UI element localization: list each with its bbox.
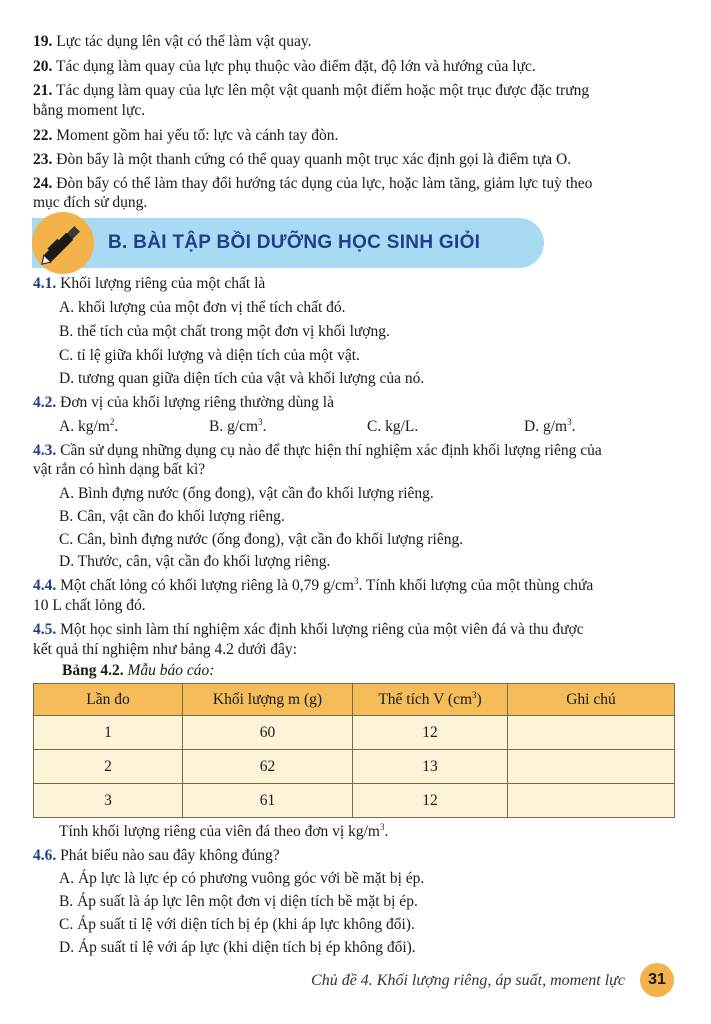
header-lan-do: Lần đo (34, 684, 183, 716)
q41-option-a: A. khối lượng của một đơn vị thể tích chất đó. (59, 299, 346, 316)
q45-cont: kết quả thí nghiệm như bảng 4.2 dưới đây: (33, 641, 297, 658)
pen-icon (32, 212, 94, 274)
table-cell: 12 (353, 784, 508, 818)
table-row (34, 716, 675, 750)
table-cell (508, 784, 675, 818)
q46-option-d: D. Áp suất tỉ lệ với áp lực (khi diện tích bị ép không đổi). (59, 939, 416, 956)
q41-option-d: D. tương quan giữa diện tích của vật và khối lượng của nó. (59, 370, 425, 387)
table-caption: Bảng 4.2. Mẫu báo cáo: (62, 662, 215, 679)
q41-option-c: C. tỉ lệ giữa khối lượng và diện tích của một vật. (59, 347, 360, 364)
q42-option-a: A. $kg/m^2$. (59, 417, 119, 435)
table-cell: 13 (353, 750, 508, 784)
q43-option-a: A. Bình đựng nước (ống đong), vật cần đo khối lượng riêng. (59, 485, 434, 502)
q42-option-c: C. kg/L. (367, 418, 419, 435)
note-24: 24. Đòn bẩy có thể làm thay đổi hướng tác dụng của lực, hoặc làm tăng, giảm lực tuỳ theo (33, 175, 593, 192)
question-4-5: 4.5. Một học sinh làm thí nghiệm xác định khối lượng riêng của một viên đá và thu được (33, 621, 584, 638)
question-4-2: 4.2. Đơn vị của khối lượng riêng thường dùng là (33, 394, 334, 411)
q43-option-b: B. Cân, vật cần đo khối lượng riêng. (59, 508, 285, 525)
q46-option-c: C. Áp suất tỉ lệ với diện tích bị ép (khi áp lực không đổi). (59, 916, 415, 933)
note-22: 22. Moment gồm hai yếu tố: lực và cánh tay đòn. (33, 127, 339, 144)
note-19: 19. Lực tác dụng lên vật có thể làm vật quay. (33, 33, 312, 50)
table-cell: 1 (34, 716, 183, 750)
q46-option-a: A. Áp lực là lực ép có phương vuông góc với bề mặt bị ép. (59, 870, 425, 887)
note-23: 23. Đòn bẩy là một thanh cứng có thể quay quanh một trục xác định gọi là điểm tựa O. (33, 151, 572, 168)
q42-option-b: B. $g/cm^3$. (209, 417, 267, 435)
question-4-4: 4.4. Một chất lỏng có khối lượng riêng là 0,79 $g/cm^3$. Tính khối lượng của một thùng chứa (33, 576, 594, 594)
note-20: 20. Tác dụng làm quay của lực phụ thuộc vào điểm đặt, độ lớn và hướng của lực. (33, 58, 536, 75)
q45-task: Tính khối lượng riêng của viên đá theo đơn vị $kg/m^3$. (59, 822, 389, 840)
table-cell (508, 750, 675, 784)
note-21: 21. Tác dụng làm quay của lực lên một vật quanh một điểm hoặc một trục được đặc trưng (33, 82, 590, 99)
table-row (34, 784, 675, 818)
section-title: B. BÀI TẬP BỒI DƯỠNG HỌC SINH GIỎI (108, 232, 481, 253)
q43-option-d: D. Thước, cân, vật cần đo khối lượng riêng. (59, 553, 331, 570)
q44-cont: 10 L chất lỏng đó. (33, 597, 146, 614)
table-cell: 61 (183, 784, 353, 818)
q41-option-b: B. thể tích của một chất trong một đơn vị khối lượng. (59, 323, 390, 340)
table-header-row (34, 684, 675, 716)
q46-option-b: B. Áp suất là áp lực lên một đơn vị diện tích bề mặt bị ép. (59, 893, 418, 910)
page-number: 31 (640, 963, 674, 997)
note-24-cont: mục đích sử dụng. (33, 194, 148, 211)
table-cell: 3 (34, 784, 183, 818)
q43-option-c: C. Cân, bình đựng nước (ống đong), vật cần đo khối lượng riêng. (59, 531, 464, 548)
table-cell (508, 716, 675, 750)
table-row (34, 750, 675, 784)
table-cell: 62 (183, 750, 353, 784)
footer-chapter-title: Chủ đề 4. Khối lượng riêng, áp suất, moment lực (311, 972, 625, 989)
question-4-1: 4.1. Khối lượng riêng của một chất là (33, 275, 266, 292)
header-the-tich: Thể tích V $(cm^3)$ (353, 684, 508, 716)
note-21-cont: bằng moment lực. (33, 102, 146, 119)
question-4-6: 4.6. Phát biểu nào sau đây không đúng? (33, 847, 280, 864)
table-cell: 60 (183, 716, 353, 750)
q43-cont: vật rắn có hình dạng bất kì? (33, 461, 206, 478)
header-khoi-luong: Khối lượng m (g) (183, 684, 353, 716)
table-cell: 2 (34, 750, 183, 784)
q42-option-d: D. $g/m^3$. (524, 417, 576, 435)
table-cell: 12 (353, 716, 508, 750)
question-4-3: 4.3. Cần sử dụng những dụng cụ nào để thực hiện thí nghiệm xác định khối lượng riêng của (33, 442, 602, 459)
data-table (33, 683, 675, 818)
header-ghi-chu: Ghi chú (508, 684, 675, 716)
